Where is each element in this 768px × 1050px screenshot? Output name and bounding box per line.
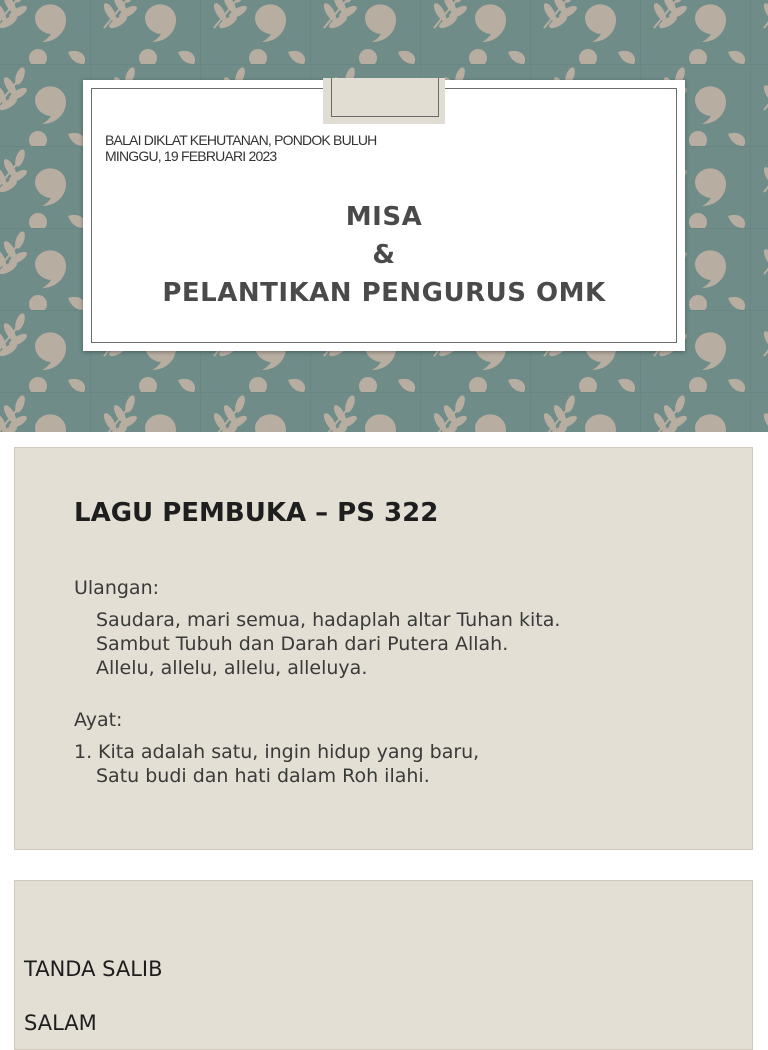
verse-number: 1. (74, 741, 93, 763)
verse-text: Kita adalah satu, ingin hidup yang baru, (98, 741, 480, 763)
chorus-line: Saudara, mari semua, hadaplah altar Tuhan kita. (96, 609, 561, 631)
verse-line (74, 740, 560, 764)
chorus-label: Ulangan: (74, 577, 160, 599)
venue-line: BALAI DIKLAT KEHUTANAN, PONDOK BULUH (105, 132, 377, 148)
page-title (83, 198, 685, 312)
decorative-tab-frame (331, 78, 439, 117)
liturgy-slide (14, 880, 753, 1050)
venue-date (105, 132, 377, 164)
chorus-line: Sambut Tubuh dan Darah dari Putera Allah. (96, 633, 509, 655)
title-slide (0, 0, 768, 432)
song-heading: LAGU PEMBUKA – PS 322 (74, 498, 439, 528)
title-card (83, 80, 685, 351)
title-line-ampersand: & (372, 240, 396, 270)
verse-label: Ayat: (74, 709, 123, 731)
verse-line: Satu budi dan hati dalam Roh ilahi. (96, 765, 430, 787)
chorus-line: Allelu, allelu, allelu, alleluya. (96, 657, 368, 679)
opening-song-slide (14, 447, 753, 850)
title-line-misa: MISA (345, 202, 423, 232)
date-line: MINGGU, 19 FEBRUARI 2023 (105, 148, 277, 164)
list-item: SALAM (24, 1011, 97, 1035)
list-item: TANDA SALIB (24, 957, 163, 981)
lyrics-block (74, 576, 560, 788)
title-line-pelantikan: PELANTIKAN PENGURUS OMK (162, 278, 606, 308)
